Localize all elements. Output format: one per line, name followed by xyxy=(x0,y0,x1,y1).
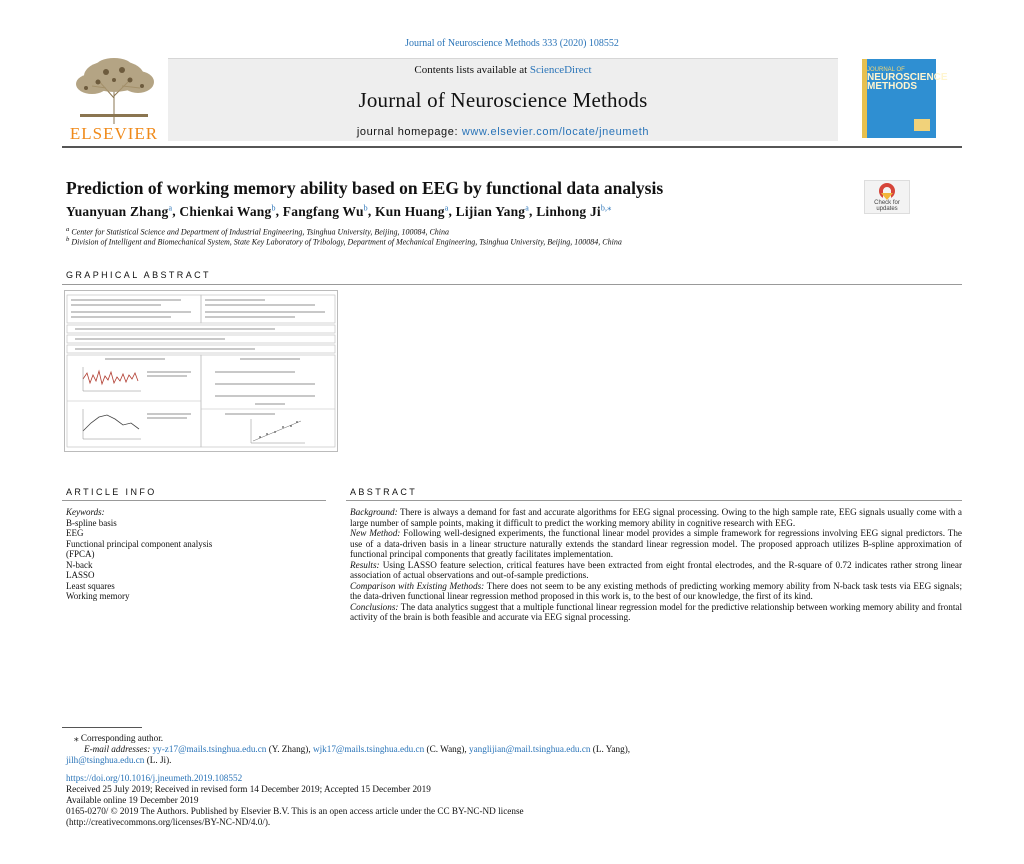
article-info-heading: ARTICLE INFO xyxy=(66,487,157,497)
email-link[interactable]: wjk17@mails.tsinghua.edu.cn xyxy=(312,744,425,754)
abstract-new-method: New Method: Following well-designed experiments, the functional linear model provides a simple framework for regressions involving EEG signal predictors. The use of a data-driven basis in a linear structure naturally extends the standard linear regression model. The proposed approach utilizes B-spline approximation of functional principal components that greatly facilitates implementation. xyxy=(350,528,962,559)
journal-cover-image[interactable] xyxy=(862,59,948,138)
keyword: Least squares xyxy=(66,580,115,591)
email-link[interactable]: jilh@tsinghua.edu.cn xyxy=(66,755,145,765)
keyword: N-back xyxy=(66,559,93,570)
graphical-abstract-heading: GRAPHICAL ABSTRACT xyxy=(66,270,211,280)
author: Fangfang Wu$^b$ xyxy=(282,203,368,219)
footnote-rule xyxy=(62,727,142,728)
keyword: (FPCA) xyxy=(66,549,95,559)
keyword: B-spline basis xyxy=(66,517,117,528)
keyword: LASSO xyxy=(66,570,95,580)
graphical-abstract-diagram xyxy=(65,291,337,451)
check-updates-icon xyxy=(865,181,909,201)
elsevier-wordmark: ELSEVIER xyxy=(69,124,159,143)
abstract-heading: ABSTRACT xyxy=(350,487,418,497)
abstract-conclusions: Conclusions: The data analytics suggest that a multiple functional linear regression model for the predictive relationship between working memory ability and frontal activity of the brain is both feasible and accurate via EEG signal processing. xyxy=(350,601,962,622)
journal-title: Journal of Neuroscience Methods xyxy=(358,88,648,112)
article-info-rule xyxy=(62,500,326,501)
abstract-rule xyxy=(346,500,962,501)
license-url[interactable]: (http://creativecommons.org/licenses/BY-NC-ND/4.0/). xyxy=(66,817,271,827)
author: Kun Huang$^a$ xyxy=(375,203,449,219)
journal-homepage-line xyxy=(168,126,838,138)
contents-prefix: Contents lists available at xyxy=(414,64,530,76)
email-link[interactable]: yanglijian@mail.tsinghua.edu.cn xyxy=(469,744,591,754)
keyword-list xyxy=(66,507,212,602)
graphical-abstract-figure[interactable] xyxy=(64,290,338,452)
journal-reference[interactable]: Journal of Neuroscience Methods 333 (2020) 108552 xyxy=(405,38,619,49)
author-list: Yuanyuan Zhang$^a$, Chienkai Wang$^b$, Fangfang Wu$^b$, Kun Huang$^a$, Lijian Yang$^a$, Linhong $Ji^{b,⁎}$ xyxy=(66,203,612,219)
keywords-label: Keywords: xyxy=(66,507,105,517)
cover-small-text: JOURNAL OF xyxy=(867,67,905,73)
cover-title: NEUROSCIENCE METHODS xyxy=(867,72,948,92)
author: Yuanyuan Zhang$^a$ xyxy=(66,203,173,219)
available-online: Available online 19 December 2019 xyxy=(66,795,199,805)
abstract-results: Results: Using LASSO feature selection, critical features have been extracted from eight frontal electrodes, and the R-square of 0.72 indicates rather strong linear association of actual observations and out-of-sample predictions. xyxy=(350,559,962,580)
corresponding-author-note: ⁎ Corresponding author. xyxy=(74,733,164,743)
keyword: Functional principal component analysis xyxy=(66,538,213,549)
keyword: EEG xyxy=(66,528,84,538)
affiliation-b: $^b$ Division of Intelligent and Biomechanical System, State Key Laboratory of Tribology, Department of Mechanical Engineering, Tsinghua University, Beijing, 100084, China xyxy=(66,236,622,247)
graphical-abstract-rule xyxy=(62,284,962,285)
received-dates: Received 25 July 2019; Received in revised form 14 December 2019; Accepted 15 December 2019 xyxy=(66,784,431,794)
journal-homepage-link[interactable]: www.elsevier.com/locate/jneumeth xyxy=(461,126,650,138)
homepage-prefix: journal homepage: xyxy=(356,126,462,138)
keyword: Working memory xyxy=(66,591,130,601)
author: Chienkai Wang$^b$ xyxy=(179,203,276,219)
article-title: Prediction of working memory ability based on EEG by functional data analysis xyxy=(66,178,664,198)
email-link[interactable]: yy-z17@mails.tsinghua.edu.cn xyxy=(152,744,267,754)
doi-link[interactable]: https://doi.org/10.1016/j.jneumeth.2019.108552 xyxy=(66,773,243,783)
email-addresses-cont: jilh@tsinghua.edu.cn (L. Ji). xyxy=(66,755,172,765)
check-updates-label: Check for updates xyxy=(874,200,900,212)
contents-available-line xyxy=(168,64,838,76)
abstract-background: Background: There is always a demand for fast and accurate algorithms for EEG signal processing. Owing to the high sample rate, EEG signals usually come with a large number of sample points, making it difficult to predict the working memory ability in cognitive research with EEG. xyxy=(350,507,962,528)
author: Linhong $Ji^{b,⁎}$ xyxy=(536,203,612,219)
sciencedirect-link[interactable]: ScienceDirect xyxy=(529,64,592,76)
check-for-updates-badge[interactable] xyxy=(864,180,910,214)
abstract-comparison: Comparison with Existing Methods: There does not seem to be any existing methods of predicting working memory ability from N-back task tests via EEG signals; the data-driven functional linear regression method proposed in this work is, to the best of our knowledge, the first of its kind. xyxy=(350,580,963,601)
author: Lijian Yang$^a$ xyxy=(455,203,530,219)
email-addresses: E-mail addresses: yy-z17@mails.tsinghua.edu.cn (Y. Zhang), wjk17@mails.tsinghua.edu.cn (C. Wang), yanglijian@mail.tsinghua.edu.cn (L. Yang), xyxy=(84,744,631,754)
affiliation-a: $^a$ Center for Statistical Science and Department of Industrial Engineering, Tsinghua University, Beijing, 100084, China xyxy=(66,226,450,237)
license-statement: 0165-0270/ © 2019 The Authors. Published by Elsevier B.V. This is an open access article under the CC BY-NC-ND license xyxy=(66,806,524,816)
cover-swatch xyxy=(914,119,930,131)
abstract-body xyxy=(350,507,962,623)
header-divider xyxy=(62,146,962,148)
